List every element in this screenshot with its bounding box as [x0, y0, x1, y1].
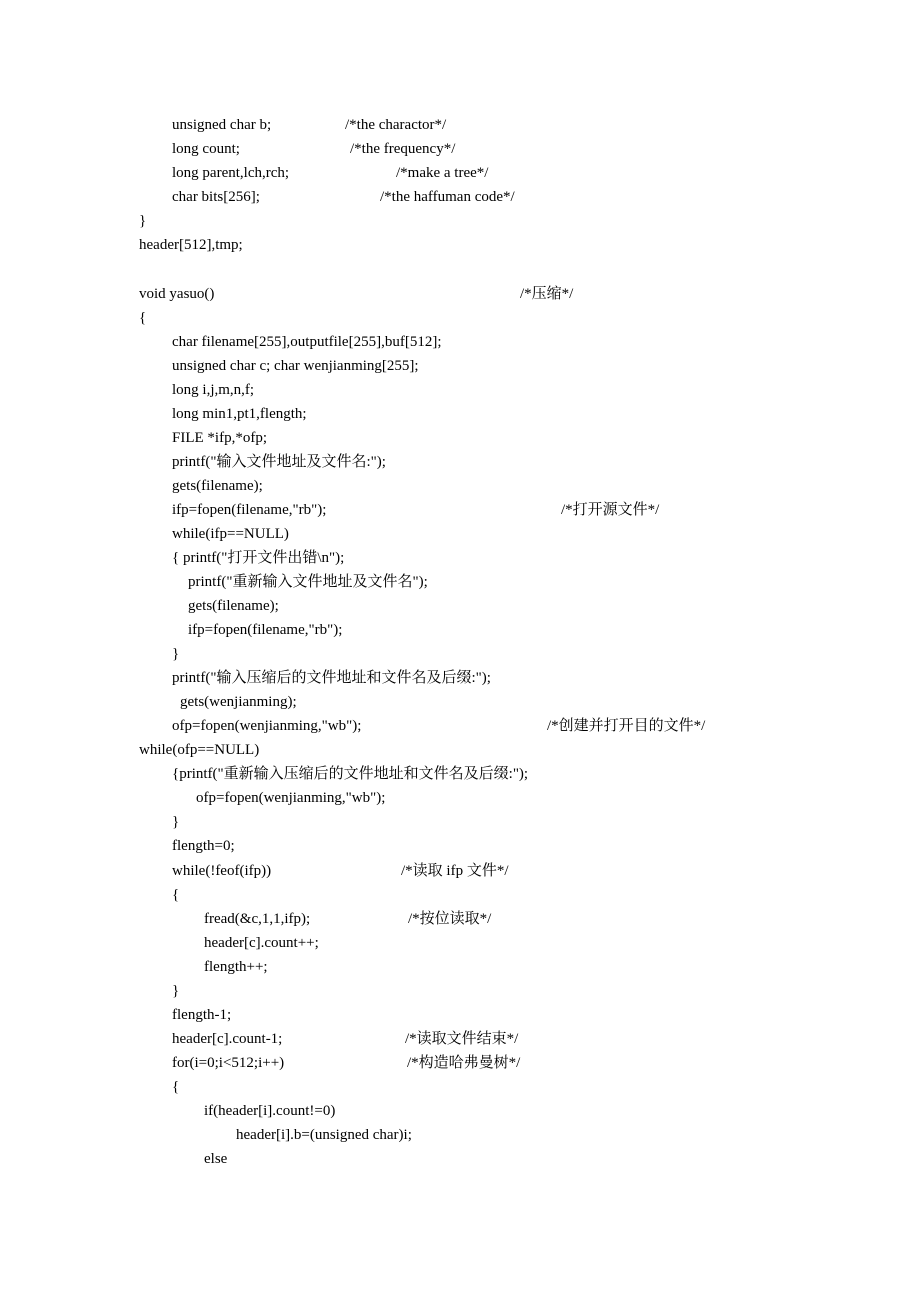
- code-line: { printf("打开文件出错\n");: [172, 550, 345, 566]
- code-comment: /*the charactor*/: [345, 117, 447, 133]
- code-line: for(i=0;i<512;i++): [172, 1055, 285, 1071]
- code-line: {: [139, 310, 147, 326]
- code-line: flength=0;: [172, 838, 235, 854]
- code-line: FILE *ifp,*ofp;: [172, 430, 267, 446]
- code-line: while(ifp==NULL): [172, 526, 289, 542]
- code-comment: /*the haffuman code*/: [380, 189, 515, 205]
- code-comment: /*构造哈弗曼树*/: [407, 1055, 521, 1071]
- code-line: char filename[255],outputfile[255],buf[512];: [172, 334, 442, 350]
- code-line: ifp=fopen(filename,"rb");: [188, 622, 343, 638]
- code-line: {: [172, 1079, 180, 1095]
- code-line: flength++;: [204, 959, 268, 975]
- code-line: header[c].count++;: [204, 935, 319, 951]
- code-line: while(ofp==NULL): [139, 742, 260, 758]
- code-comment: /*按位读取*/: [408, 911, 492, 927]
- code-line: unsigned char b;: [172, 117, 272, 133]
- code-line: long min1,pt1,flength;: [172, 406, 307, 422]
- code-line: }: [172, 646, 180, 662]
- code-comment: /*读取文件结束*/: [405, 1031, 519, 1047]
- code-line: unsigned char c; char wenjianming[255];: [172, 358, 419, 374]
- code-line: header[i].b=(unsigned char)i;: [236, 1127, 412, 1143]
- code-comment: /*创建并打开目的文件*/: [547, 718, 706, 734]
- code-line: ofp=fopen(wenjianming,"wb");: [172, 718, 362, 734]
- code-comment: /*the frequency*/: [350, 141, 456, 157]
- code-line: }: [139, 213, 147, 229]
- code-line: header[512],tmp;: [139, 237, 243, 253]
- code-line: ofp=fopen(wenjianming,"wb");: [196, 790, 386, 806]
- code-line: {: [172, 887, 180, 903]
- code-line: long parent,lch,rch;: [172, 165, 290, 181]
- code-comment: /*压缩*/: [520, 286, 574, 302]
- code-line: }: [172, 814, 180, 830]
- code-line: while(!feof(ifp)): [172, 863, 272, 879]
- code-line: header[c].count-1;: [172, 1031, 283, 1047]
- code-line: if(header[i].count!=0): [204, 1103, 336, 1119]
- code-line: fread(&c,1,1,ifp);: [204, 911, 311, 927]
- code-line: long count;: [172, 141, 240, 157]
- code-line: gets(filename);: [172, 478, 263, 494]
- code-line: {printf("重新输入压缩后的文件地址和文件名及后缀:");: [172, 766, 529, 782]
- code-line: else: [204, 1151, 228, 1167]
- code-line: flength-1;: [172, 1007, 232, 1023]
- code-line: char bits[256];: [172, 189, 260, 205]
- code-line: printf("重新输入文件地址及文件名");: [188, 574, 428, 590]
- code-line: gets(filename);: [188, 598, 279, 614]
- code-line: printf("输入压缩后的文件地址和文件名及后缀:");: [172, 670, 491, 686]
- code-line: void yasuo(): [139, 286, 215, 302]
- code-comment: /*make a tree*/: [396, 165, 489, 181]
- code-comment: /*读取 ifp 文件*/: [401, 863, 509, 879]
- code-line: ifp=fopen(filename,"rb");: [172, 502, 327, 518]
- code-line: long i,j,m,n,f;: [172, 382, 255, 398]
- code-line: printf("输入文件地址及文件名:");: [172, 454, 386, 470]
- code-line: gets(wenjianming);: [180, 694, 297, 710]
- code-comment: /*打开源文件*/: [561, 502, 660, 518]
- code-line: }: [172, 983, 180, 999]
